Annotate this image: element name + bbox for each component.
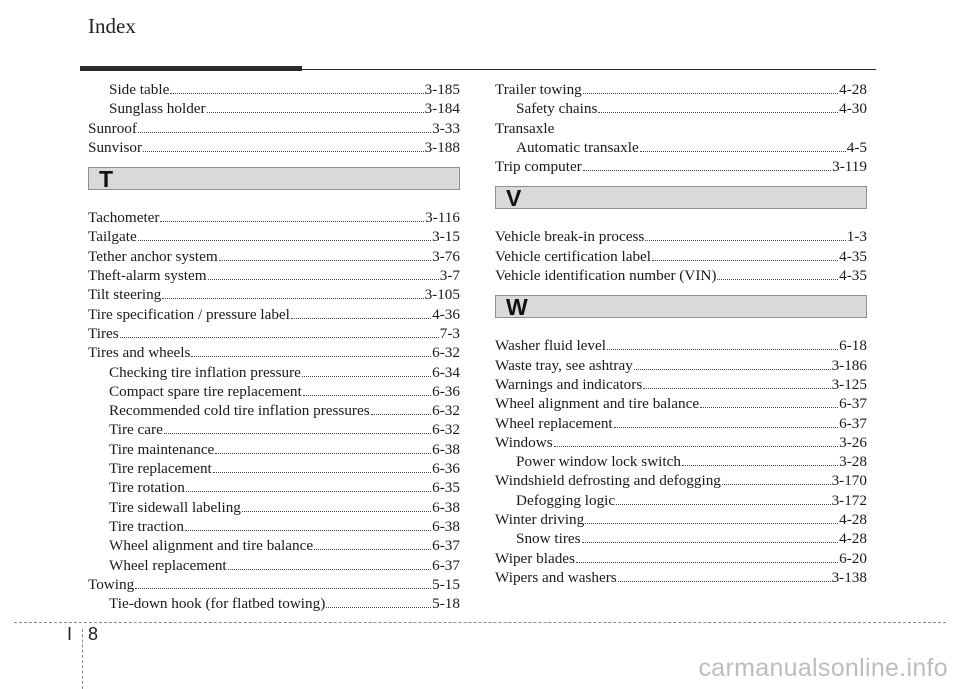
entry-label: Theft-alarm system — [88, 267, 207, 285]
entry-label: Tire specification / pressure label — [88, 305, 290, 323]
dot-leader — [164, 422, 431, 434]
entry-page-number: 4-30 — [839, 100, 867, 118]
header-rule-thin — [80, 69, 876, 70]
dot-leader — [120, 326, 439, 338]
entry-page-number: 6-36 — [432, 382, 460, 400]
dot-leader — [722, 473, 831, 485]
index-entry — [495, 227, 867, 246]
index-entry — [495, 336, 867, 355]
entry-label: Wipers and washers — [495, 568, 617, 586]
section-header-v — [495, 185, 867, 212]
entry-label: Towing — [88, 575, 135, 593]
entry-page-number: 4-5 — [846, 138, 867, 156]
index-entry — [495, 433, 867, 452]
entry-label: Trip computer — [495, 158, 582, 176]
entry-page-number: 6-20 — [839, 549, 867, 567]
dot-leader — [326, 596, 431, 608]
index-subentry — [495, 99, 867, 118]
entry-label: Tire replacement — [109, 460, 212, 478]
index-subentry — [495, 529, 867, 548]
page-title: Index — [88, 14, 136, 38]
entry-label: Trailer towing — [495, 81, 582, 98]
section-header-t — [88, 166, 460, 193]
section-letter: T — [99, 166, 114, 193]
index-entry — [495, 266, 867, 285]
index-entry — [88, 305, 460, 324]
index-subentry — [495, 452, 867, 471]
dot-leader — [576, 551, 838, 563]
dot-leader — [302, 365, 431, 377]
index-entry — [495, 119, 867, 138]
dot-leader — [614, 416, 839, 428]
entry-label: Tires — [88, 324, 119, 342]
dot-leader — [213, 461, 431, 473]
entry-page-number: 5-18 — [432, 595, 460, 613]
entry-page-number: 6-38 — [432, 440, 460, 458]
index-entry — [495, 394, 867, 413]
entry-label: Tether anchor system — [88, 247, 218, 265]
dot-leader — [717, 268, 838, 280]
section-header-w — [495, 294, 867, 321]
entry-page-number: 3-116 — [425, 209, 460, 227]
index-entry — [88, 119, 460, 138]
footer-section-letter: I — [67, 624, 73, 644]
entry-page-number: 3-188 — [424, 138, 460, 156]
entry-label: Wheel alignment and tire balance — [495, 395, 700, 413]
index-entry — [495, 471, 867, 490]
index-subentry — [88, 99, 460, 118]
entry-page-number: 6-38 — [432, 498, 460, 516]
entry-label: Transaxle — [495, 119, 555, 137]
dot-leader — [682, 454, 838, 466]
footer-vertical-rule — [82, 629, 84, 689]
entry-label: Defogging logic — [516, 491, 616, 509]
watermark-text: carmanualsonline.info — [698, 654, 948, 682]
index-subentry — [88, 80, 460, 99]
index-entry — [495, 414, 867, 433]
dot-leader — [185, 519, 431, 531]
entry-label: Winter driving — [495, 511, 585, 529]
dot-leader — [583, 159, 831, 171]
section-letter: V — [506, 185, 522, 212]
entry-label: Vehicle identification number (VIN) — [495, 267, 717, 285]
entry-label: Snow tires — [516, 530, 581, 548]
entry-label: Tie-down hook (for flatbed towing) — [109, 595, 326, 613]
entry-page-number: 6-37 — [432, 537, 460, 555]
index-entry — [495, 375, 867, 394]
index-subentry — [88, 536, 460, 555]
dot-leader — [643, 377, 830, 389]
entry-label: Sunglass holder — [109, 100, 206, 118]
index-entry — [88, 227, 460, 246]
index-subentry — [88, 498, 460, 517]
index-entry — [495, 549, 867, 568]
index-entry — [495, 356, 867, 375]
entry-page-number: 3-105 — [424, 286, 460, 304]
index-entry — [88, 266, 460, 285]
entry-label: Side table — [109, 81, 170, 98]
dot-leader — [162, 287, 423, 299]
dot-leader — [634, 358, 831, 370]
index-entry — [495, 247, 867, 266]
entry-label: Windows — [495, 433, 553, 451]
index-entry — [88, 208, 460, 227]
entry-page-number: 3-7 — [439, 267, 460, 285]
entry-page-number: 4-35 — [839, 247, 867, 265]
entry-page-number: 3-185 — [424, 81, 460, 98]
entry-label: Waste tray, see ashtray — [495, 356, 633, 374]
dot-leader — [138, 121, 431, 133]
entry-label: Vehicle certification label — [495, 247, 652, 265]
dot-leader — [618, 570, 831, 582]
entry-label: Sunroof — [88, 119, 137, 137]
dot-leader — [554, 435, 839, 447]
entry-page-number: 1-3 — [846, 228, 867, 246]
entry-page-number: 6-36 — [432, 460, 460, 478]
entry-page-number: 3-138 — [831, 568, 867, 586]
index-subentry — [88, 401, 460, 420]
entry-label: Checking tire inflation pressure — [109, 363, 301, 381]
index-entry — [88, 285, 460, 304]
entry-page-number: 6-37 — [839, 414, 867, 432]
index-subentry — [88, 363, 460, 382]
entry-label: Automatic transaxle — [516, 138, 639, 156]
entry-label: Tilt steering — [88, 286, 162, 304]
index-entry — [88, 247, 460, 266]
footer-page-number: 8 — [88, 624, 99, 644]
index-entry — [88, 343, 460, 362]
entry-label: Recommended cold tire inflation pressures — [109, 402, 370, 420]
entry-label: Tire rotation — [109, 479, 185, 497]
index-entry — [88, 324, 460, 343]
index-subentry — [88, 459, 460, 478]
entry-page-number: 6-38 — [432, 517, 460, 535]
dot-leader — [242, 500, 431, 512]
dot-leader — [208, 268, 439, 280]
dot-leader — [160, 210, 424, 222]
entry-page-number: 3-125 — [831, 375, 867, 393]
entry-page-number: 3-184 — [424, 100, 460, 118]
entry-label: Wheel alignment and tire balance — [109, 537, 314, 555]
index-subentry — [88, 517, 460, 536]
entry-label: Windshield defrosting and defogging — [495, 472, 721, 490]
dot-leader — [215, 442, 431, 454]
entry-label: Tire sidewall labeling — [109, 498, 241, 516]
index-subentry — [88, 440, 460, 459]
entry-page-number: 4-28 — [839, 81, 867, 98]
entry-page-number: 6-37 — [432, 556, 460, 574]
entry-page-number: 3-26 — [839, 433, 867, 451]
dot-leader — [170, 82, 423, 94]
entry-label: Wiper blades — [495, 549, 575, 567]
entry-label: Vehicle break-in process — [495, 228, 645, 246]
entry-page-number: 3-28 — [839, 453, 867, 471]
dot-leader — [186, 480, 431, 492]
dot-leader — [135, 577, 431, 589]
dot-leader — [585, 512, 838, 524]
entry-page-number: 4-36 — [432, 305, 460, 323]
index-entry — [495, 510, 867, 529]
entry-label: Tire care — [109, 421, 163, 439]
entry-label: Safety chains — [516, 100, 598, 118]
entry-label: Tires and wheels — [88, 344, 191, 362]
dot-leader — [143, 140, 424, 152]
dot-leader — [616, 493, 830, 505]
dot-leader — [228, 558, 432, 570]
dot-leader — [700, 396, 838, 408]
dot-leader — [371, 403, 432, 415]
entry-page-number: 6-37 — [839, 395, 867, 413]
dot-leader — [191, 345, 431, 357]
index-subentry — [88, 478, 460, 497]
entry-page-number: 6-32 — [432, 421, 460, 439]
footer-dashed-rule — [14, 622, 946, 623]
index-column-left — [88, 80, 460, 613]
index-column-right — [495, 80, 867, 587]
index-subentry — [88, 594, 460, 613]
dot-leader — [219, 249, 431, 261]
index-subentry — [88, 420, 460, 439]
dot-leader — [607, 338, 838, 350]
entry-page-number: 4-28 — [839, 511, 867, 529]
dot-leader — [207, 101, 424, 113]
dot-leader — [303, 384, 431, 396]
entry-page-number: 6-32 — [432, 402, 460, 420]
entry-page-number: 3-172 — [831, 491, 867, 509]
entry-page-number: 6-32 — [432, 344, 460, 362]
entry-page-number: 3-33 — [432, 119, 460, 137]
entry-page-number: 6-35 — [432, 479, 460, 497]
index-entry — [88, 575, 460, 594]
entry-label: Sunvisor — [88, 138, 143, 156]
dot-leader — [598, 101, 838, 113]
index-entry — [495, 80, 867, 99]
entry-page-number: 3-76 — [432, 247, 460, 265]
entry-page-number: 3-15 — [432, 228, 460, 246]
section-letter: W — [506, 294, 528, 321]
entry-label: Wheel replacement — [109, 556, 227, 574]
index-entry — [495, 568, 867, 587]
dot-leader — [138, 229, 431, 241]
index-subentry — [88, 556, 460, 575]
entry-label: Tire maintenance — [109, 440, 215, 458]
dot-leader — [583, 82, 838, 94]
entry-label: Tailgate — [88, 228, 137, 246]
dot-leader — [314, 538, 431, 550]
entry-page-number: 6-34 — [432, 363, 460, 381]
entry-page-number: 6-18 — [839, 337, 867, 355]
index-entry — [88, 138, 460, 157]
dot-leader — [582, 531, 839, 543]
dot-leader — [645, 229, 845, 241]
index-subentry — [88, 382, 460, 401]
entry-page-number: 3-186 — [831, 356, 867, 374]
entry-page-number: 3-119 — [832, 158, 867, 176]
entry-page-number: 3-170 — [831, 472, 867, 490]
entry-page-number: 4-28 — [839, 530, 867, 548]
entry-label: Warnings and indicators — [495, 375, 643, 393]
entry-label: Compact spare tire replacement — [109, 382, 302, 400]
entry-label: Tachometer — [88, 209, 160, 227]
dot-leader — [291, 307, 431, 319]
dot-leader — [652, 249, 838, 261]
index-subentry — [495, 491, 867, 510]
entry-label: Tire traction — [109, 517, 184, 535]
index-subentry — [495, 138, 867, 157]
entry-page-number: 7-3 — [439, 324, 460, 342]
entry-page-number: 5-15 — [432, 575, 460, 593]
index-entry — [495, 157, 867, 176]
entry-label: Power window lock switch — [516, 453, 681, 471]
dot-leader — [640, 140, 846, 152]
entry-label: Washer fluid level — [495, 337, 606, 355]
entry-page-number: 4-35 — [839, 267, 867, 285]
entry-label: Wheel replacement — [495, 414, 613, 432]
